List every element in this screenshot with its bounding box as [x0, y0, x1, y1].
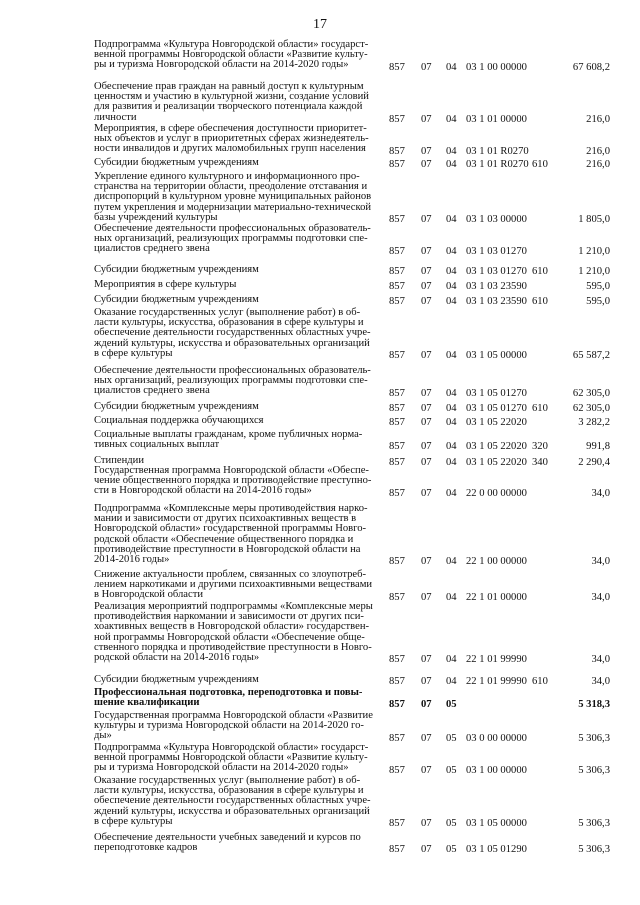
cell-pr: 04	[446, 592, 457, 603]
description-line: хоактивных веществ в Новгородской области» государствен-	[94, 621, 370, 633]
description-line: Обеспечение деятельности учебных заведений и курсов по	[94, 832, 361, 843]
cell-pr: 04	[446, 556, 457, 567]
cell-gr: 857	[389, 417, 405, 428]
cell-rz: 07	[421, 417, 432, 428]
description-line: родской области на 2014-2016 годы»	[94, 652, 260, 664]
description-line: для развития и реализации творческого потенциала каждой	[94, 101, 363, 113]
description-line: Оказание государственных услуг (выполнение работ) в об-	[94, 775, 361, 786]
table-row	[0, 688, 640, 710]
description-line: циалистов среднего звена	[94, 385, 210, 397]
cell-sum: 34,0	[591, 556, 610, 567]
cell-gr: 857	[389, 556, 405, 567]
table-row	[0, 402, 640, 414]
row-description	[94, 711, 380, 742]
cell-pr: 04	[446, 281, 457, 292]
cell-pr: 04	[446, 403, 457, 414]
cell-cs: 03 1 01 R0270	[466, 159, 529, 170]
cell-pr: 04	[446, 114, 457, 125]
cell-gr: 857	[389, 159, 405, 170]
cell-sum: 1 805,0	[578, 214, 610, 225]
table-row	[0, 466, 640, 499]
description-line: Снижение актуальности проблем, связанных со злоупотреб-	[94, 569, 367, 580]
table-row	[0, 40, 640, 73]
description-line: Укрепление единого культурного и информационного про-	[94, 171, 360, 182]
description-line: сти в Новгородской области на 2014-2016 годы»	[94, 485, 312, 497]
description-line: переподготовке кадров	[94, 842, 198, 854]
table-row	[0, 295, 640, 307]
table-row	[0, 172, 640, 225]
description-line: 2014-2016 годы»	[94, 554, 170, 566]
cell-gr: 857	[389, 457, 405, 468]
description-line: ной программы Новгородской области «Обеспечение обще-	[94, 631, 365, 643]
description-line: венной программы Новгородской области «Развитие культу-	[94, 49, 368, 61]
cell-pr: 04	[446, 457, 457, 468]
cell-gr: 857	[389, 733, 405, 744]
table-row	[0, 711, 640, 744]
description-line: в сфере культуры	[94, 815, 173, 827]
cell-pr: 04	[446, 246, 457, 257]
cell-pr: 04	[446, 214, 457, 225]
cell-rz: 07	[421, 350, 432, 361]
row-description	[94, 466, 380, 497]
cell-pr: 04	[446, 654, 457, 665]
description-line: Обеспечение деятельности профессиональных образователь-	[94, 365, 371, 376]
cell-rz: 07	[421, 699, 432, 710]
description-line: Субсидии бюджетным учреждениям	[94, 294, 259, 305]
cell-rz: 07	[421, 388, 432, 399]
row-description	[94, 158, 380, 168]
cell-sum: 216,0	[586, 159, 610, 170]
description-line: шение квалификации	[94, 697, 200, 709]
cell-sum: 3 282,2	[578, 417, 610, 428]
description-line: ждений культуры, искусства и образовательных организаций	[94, 337, 370, 349]
cell-rz: 07	[421, 457, 432, 468]
description-line: ных объектов и услуг в приоритетных сферах жизнедеятель-	[94, 133, 369, 145]
description-line: Реализация мероприятий подпрограммы «Комплексные меры	[94, 601, 373, 612]
cell-rz: 07	[421, 654, 432, 665]
description-line: ственного порядка и противодействие преступности в Новго-	[94, 641, 372, 653]
cell-gr: 857	[389, 654, 405, 665]
cell-rz: 07	[421, 146, 432, 157]
cell-rz: 07	[421, 592, 432, 603]
description-line: Обеспечение прав граждан на равный доступ к культурным	[94, 81, 364, 92]
description-line: ласти культуры, искусства, образования в сфере культуры и	[94, 317, 364, 329]
table-row	[0, 158, 640, 170]
cell-sum: 62 305,0	[572, 403, 610, 414]
cell-rz: 07	[421, 281, 432, 292]
table-row	[0, 366, 640, 399]
cell-vr: 340	[532, 457, 548, 468]
row-description	[94, 675, 380, 685]
row-description	[94, 776, 380, 827]
table-row	[0, 776, 640, 829]
cell-rz: 07	[421, 159, 432, 170]
table-row	[0, 430, 640, 452]
description-line: Государственная программа Новгородской области «Развитие	[94, 710, 373, 721]
description-line: диспропорций в культурном уровне муниципальных районов	[94, 191, 372, 203]
cell-sum: 65 587,2	[572, 350, 610, 361]
description-line: Мероприятия, в сфере обеспечения доступности приоритет-	[94, 123, 367, 134]
table-row	[0, 833, 640, 855]
table-row	[0, 743, 640, 776]
row-description	[94, 295, 380, 305]
cell-cs: 22 0 00 00000	[466, 488, 527, 499]
cell-vr: 610	[532, 403, 548, 414]
cell-gr: 857	[389, 488, 405, 499]
description-line: родской области «Обеспечение общественного порядка и	[94, 533, 354, 545]
cell-cs: 03 1 05 01290	[466, 844, 527, 855]
cell-sum: 34,0	[591, 654, 610, 665]
cell-cs: 03 1 00 00000	[466, 765, 527, 776]
description-line: обеспечение деятельности государственных областных учре-	[94, 327, 371, 339]
table-row	[0, 82, 640, 125]
cell-rz: 07	[421, 765, 432, 776]
cell-pr: 05	[446, 818, 457, 829]
description-line: культуры и туризма Новгородской области на 2014-2020 го-	[94, 720, 364, 732]
description-line: базы учреждений культуры	[94, 211, 218, 223]
cell-pr: 05	[446, 765, 457, 776]
cell-rz: 07	[421, 441, 432, 452]
cell-cs: 22 1 01 99990	[466, 654, 527, 665]
cell-pr: 04	[446, 350, 457, 361]
cell-cs: 03 1 03 01270	[466, 266, 527, 277]
row-description	[94, 265, 380, 275]
description-line: Субсидии бюджетным учреждениям	[94, 401, 259, 412]
description-line: ных организаций, реализующих программы подготовки спе-	[94, 233, 368, 245]
cell-sum: 5 318,3	[578, 699, 610, 710]
row-description	[94, 280, 380, 290]
row-description	[94, 82, 380, 123]
table-row	[0, 280, 640, 292]
description-line: Новгородской области» государственной программы Новго-	[94, 523, 367, 535]
table-row	[0, 308, 640, 361]
row-description	[94, 688, 380, 708]
description-line: Профессиональная подготовка, переподготовка и повы-	[94, 687, 363, 698]
description-line: ценностям и участию в культурной жизни, создание условий	[94, 91, 369, 103]
cell-pr: 04	[446, 62, 457, 73]
cell-pr: 05	[446, 699, 457, 710]
page-number: 17	[313, 17, 327, 32]
description-line: Подпрограмма «Культура Новгородской области» государст-	[94, 39, 369, 50]
cell-vr: 610	[532, 676, 548, 687]
cell-pr: 04	[446, 676, 457, 687]
row-description	[94, 124, 380, 155]
row-description	[94, 224, 380, 255]
cell-vr: 610	[532, 159, 548, 170]
cell-rz: 07	[421, 246, 432, 257]
cell-cs: 03 1 05 00000	[466, 818, 527, 829]
cell-gr: 857	[389, 403, 405, 414]
cell-cs: 03 1 01 R0270	[466, 146, 529, 157]
cell-sum: 1 210,0	[578, 246, 610, 257]
cell-pr: 04	[446, 296, 457, 307]
cell-cs: 03 1 05 01270	[466, 388, 527, 399]
cell-pr: 04	[446, 146, 457, 157]
cell-sum: 595,0	[586, 281, 610, 292]
cell-rz: 07	[421, 114, 432, 125]
cell-sum: 216,0	[586, 146, 610, 157]
cell-sum: 62 305,0	[572, 388, 610, 399]
cell-vr: 320	[532, 441, 548, 452]
cell-sum: 67 608,2	[572, 62, 610, 73]
cell-cs: 22 1 00 00000	[466, 556, 527, 567]
description-line: ласти культуры, искусства, образования в сфере культуры и	[94, 785, 364, 797]
description-line: ры и туризма Новгородской области на 2014-2020 годы»	[94, 59, 349, 71]
cell-cs: 03 1 05 22020	[466, 417, 527, 428]
description-line: Государственная программа Новгородской области «Обеспе-	[94, 465, 369, 476]
cell-gr: 857	[389, 350, 405, 361]
description-line: Социальные выплаты гражданам, кроме публичных норма-	[94, 429, 363, 440]
cell-sum: 5 306,3	[578, 765, 610, 776]
description-line: чение общественного порядка и противодействие преступно-	[94, 475, 372, 487]
table-row	[0, 224, 640, 257]
cell-rz: 07	[421, 403, 432, 414]
description-line: циалистов среднего звена	[94, 243, 210, 255]
cell-pr: 05	[446, 733, 457, 744]
cell-gr: 857	[389, 146, 405, 157]
cell-sum: 34,0	[591, 592, 610, 603]
row-description	[94, 743, 380, 774]
description-line: Подпрограмма «Комплексные меры противодействия нарко-	[94, 503, 368, 514]
description-line: ры и туризма Новгородской области на 2014-2020 годы»	[94, 762, 349, 774]
table-row	[0, 265, 640, 277]
cell-cs: 03 0 00 00000	[466, 733, 527, 744]
cell-gr: 857	[389, 765, 405, 776]
cell-cs: 03 1 01 00000	[466, 114, 527, 125]
cell-sum: 2 290,4	[578, 457, 610, 468]
cell-pr: 04	[446, 488, 457, 499]
cell-rz: 07	[421, 62, 432, 73]
table-row	[0, 504, 640, 567]
description-line: ды»	[94, 730, 112, 742]
cell-cs: 03 1 05 01270	[466, 403, 527, 414]
description-line: ных организаций, реализующих программы подготовки спе-	[94, 375, 368, 387]
description-line: личности	[94, 111, 137, 123]
row-description	[94, 602, 380, 663]
cell-cs: 03 1 03 23590	[466, 296, 527, 307]
cell-cs: 03 1 00 00000	[466, 62, 527, 73]
cell-gr: 857	[389, 818, 405, 829]
table-row	[0, 416, 640, 428]
description-line: Субсидии бюджетным учреждениям	[94, 264, 259, 275]
row-description	[94, 308, 380, 359]
row-description	[94, 172, 380, 223]
cell-pr: 04	[446, 441, 457, 452]
cell-rz: 07	[421, 733, 432, 744]
cell-sum: 991,8	[586, 441, 610, 452]
description-line: Субсидии бюджетным учреждениям	[94, 157, 259, 168]
cell-sum: 5 306,3	[578, 733, 610, 744]
cell-cs: 03 1 05 22020	[466, 441, 527, 452]
cell-sum: 34,0	[591, 676, 610, 687]
description-line: противодействия наркомании и зависимости от других пси-	[94, 611, 364, 623]
description-line: Мероприятия в сфере культуры	[94, 279, 237, 290]
cell-gr: 857	[389, 62, 405, 73]
description-line: противодействие преступности в Новгородской области на	[94, 543, 361, 555]
description-line: Обеспечение деятельности профессиональных образователь-	[94, 223, 371, 234]
description-line: путем укрепления и модернизации материально-технической	[94, 201, 372, 213]
description-line: лением наркотиками и другими психоактивными веществами	[94, 579, 373, 591]
cell-cs: 22 1 01 99990	[466, 676, 527, 687]
description-line: странства на территории области, преодоление отставания и	[94, 181, 368, 193]
cell-gr: 857	[389, 281, 405, 292]
description-line: в сфере культуры	[94, 347, 173, 359]
description-line: Субсидии бюджетным учреждениям	[94, 674, 259, 685]
cell-sum: 34,0	[591, 488, 610, 499]
description-line: мании и зависимости от других психоактивных веществ в	[94, 513, 357, 525]
cell-gr: 857	[389, 699, 405, 710]
cell-rz: 07	[421, 266, 432, 277]
cell-gr: 857	[389, 296, 405, 307]
table-row	[0, 124, 640, 157]
row-description	[94, 504, 380, 565]
cell-gr: 857	[389, 214, 405, 225]
cell-rz: 07	[421, 296, 432, 307]
cell-cs: 03 1 05 22020	[466, 457, 527, 468]
cell-rz: 07	[421, 844, 432, 855]
cell-pr: 04	[446, 159, 457, 170]
cell-cs: 03 1 05 00000	[466, 350, 527, 361]
cell-gr: 857	[389, 246, 405, 257]
cell-pr: 04	[446, 388, 457, 399]
row-description	[94, 402, 380, 412]
description-line: венной программы Новгородской области «Развитие культу-	[94, 752, 368, 764]
cell-cs: 22 1 01 00000	[466, 592, 527, 603]
description-line: в Новгородской области	[94, 589, 203, 601]
cell-rz: 07	[421, 214, 432, 225]
description-line: обеспечение деятельности государственных областных учре-	[94, 795, 371, 807]
cell-sum: 595,0	[586, 296, 610, 307]
cell-pr: 04	[446, 266, 457, 277]
cell-gr: 857	[389, 266, 405, 277]
row-description	[94, 366, 380, 397]
cell-rz: 07	[421, 818, 432, 829]
table-row	[0, 602, 640, 665]
description-line: ждений культуры, искусства и образовательных организаций	[94, 805, 370, 817]
row-description	[94, 570, 380, 601]
row-description	[94, 40, 380, 71]
row-description	[94, 430, 380, 450]
cell-gr: 857	[389, 388, 405, 399]
cell-gr: 857	[389, 114, 405, 125]
description-line: ности инвалидов и других маломобильных групп населения	[94, 143, 366, 155]
cell-sum: 216,0	[586, 114, 610, 125]
cell-cs: 03 1 03 01270	[466, 246, 527, 257]
cell-pr: 04	[446, 417, 457, 428]
table-row	[0, 675, 640, 687]
cell-rz: 07	[421, 488, 432, 499]
row-description	[94, 416, 380, 426]
description-line: тивных социальных выплат	[94, 439, 220, 451]
cell-cs: 03 1 03 00000	[466, 214, 527, 225]
row-description	[94, 833, 380, 853]
cell-vr: 610	[532, 296, 548, 307]
cell-gr: 857	[389, 844, 405, 855]
cell-cs: 03 1 03 23590	[466, 281, 527, 292]
cell-rz: 07	[421, 556, 432, 567]
table-row	[0, 570, 640, 603]
cell-sum: 1 210,0	[578, 266, 610, 277]
description-line: Стипендии	[94, 455, 144, 466]
description-line: Оказание государственных услуг (выполнение работ) в об-	[94, 307, 361, 318]
cell-gr: 857	[389, 441, 405, 452]
cell-sum: 5 306,3	[578, 818, 610, 829]
cell-pr: 05	[446, 844, 457, 855]
cell-gr: 857	[389, 676, 405, 687]
description-line: Социальная поддержка обучающихся	[94, 415, 264, 426]
cell-rz: 07	[421, 676, 432, 687]
cell-gr: 857	[389, 592, 405, 603]
description-line: Подпрограмма «Культура Новгородской области» государст-	[94, 742, 369, 753]
cell-sum: 5 306,3	[578, 844, 610, 855]
cell-vr: 610	[532, 266, 548, 277]
